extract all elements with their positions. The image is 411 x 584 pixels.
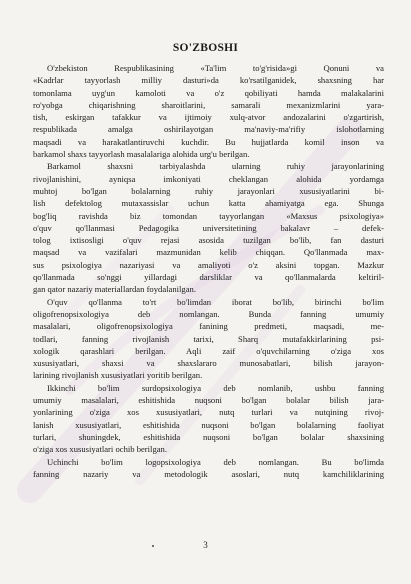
text-line: O'quv qo'llanma to'rt bo'limdan iborat bo'lib, birinchi bo'lim [47, 296, 384, 307]
text-line: gan qator nazariy materiallardan foydalanilgan. [33, 284, 196, 295]
text-line: Ikkinchi bo'lim surdopsixologiya deb nomlanib, ushbu fanning [47, 382, 384, 393]
text-line: tomonlama uyg'un kamoloti va o'z qobiliyati hamda malakalarini [33, 87, 384, 98]
text-line: turlari, shuningdek, eshitishida nuqsoni bo'lgan bolalar shaxsining [33, 431, 384, 442]
text-line: oligofrenopsixologiya deb nomlangan. Bunda fanning umumiy [33, 308, 384, 319]
text-line: O'zbekiston Respublikasining «Ta'lim to'g'risida»gi Qonuni va [47, 63, 384, 73]
text-line: lanish xususiyatlari, eshitishida nuqsoni bo'lgan bolalarning faoliyat [33, 419, 384, 430]
text-line: Barkamol shaxsni tarbiyalashda ularning ruhiy jarayonlarining [47, 161, 384, 172]
text-line: Uchinchi bo'lim logopsixologiya deb nomlangan. Bu bo'limda [47, 456, 384, 467]
text-line: larining rivojlanish xususiyatlari yoritib berilgan. [33, 370, 203, 381]
text-line: masalalari, oligofrenopsixologiya fanining predmeti, maqsadi, me- [33, 321, 384, 332]
text-line: o'quv qo'llanmasi Pedagogika universitetining bakalavr – defek- [33, 222, 384, 233]
text-line: bog'liq ravishda biz tomondan tayyorlangan «Maxsus psixologiya» [33, 210, 384, 221]
text-line: tish, eskirgan tafakkur va ijtimoiy xulq-atvor andozalarini o'zgartirish, [33, 112, 384, 123]
text-line: xususiyatlari, shaxsi va shaxslararo munosabatlari, bilish jarayon- [33, 358, 384, 369]
document-title: SO'ZBOSHI [172, 42, 239, 54]
text-line: rivojlanishini, ayniqsa imkoniyati cheklangan alohida yordamga [33, 173, 384, 184]
text-line: respublikada amalga oshirilayotgan ma'naviy-ma'rifiy islohotlarning [33, 124, 384, 135]
text-line: maqsadi va harakatlantiruvchi kuchdir. Bu hujjatlarda komil inson va [33, 136, 384, 147]
text-line: yonlarining o'ziga xos xususiyatlari, nutq turlari va nutqining rivoj- [33, 407, 384, 418]
text-line: xologik qarashlari berilgan. Aqli zaif o'quvchilarning o'ziga xos [33, 345, 384, 356]
text-line: «Kadrlar tayyorlash milliy dasturi»da ko'rsatilganidek, shaxsning har [33, 75, 384, 86]
text-line: fanning nazariy va metodologik asoslari, nutq kamchiliklarining [33, 468, 384, 479]
text-line: todlari, fanning rivojlanish tarixi, Sharq mutafakkirlarining psi- [33, 333, 384, 344]
text-line: lish defektolog mutaxassislar uchun katta ahamiyatga ega. Shunga [33, 198, 384, 209]
text-line: barkamol shaxs tayyorlash masalalariga alohida urg'u berilgan. [33, 149, 250, 160]
text-line: o'ziga xos xususiyatlari ochib berilgan. [33, 444, 168, 455]
text-line: ro'yobga chiqarishning sharoitlarini, samarali mexanizmlarini yara- [33, 99, 384, 110]
document-body [33, 62, 384, 480]
text-line: sus psixologiya nazariyasi va amaliyoti o'z aksini topgan. Mazkur [33, 259, 384, 270]
page-number: 3 [203, 540, 208, 550]
text-line: muhtoj bo'lgan bolalarning ruhiy jarayonlari xususiyatlarini bi- [33, 185, 384, 196]
text-line: maqsad va vazifalari mazmunidan kelib chiqqan. Qo'llanmada max- [33, 247, 384, 258]
text-line: tolog ixtisosligi o'quv rejasi asosida tuzilgan bo'lib, fan dasturi [33, 235, 384, 246]
text-line: umumiy masalalari, eshitishida nuqsoni bo'lgan bolalar bilish jara- [33, 395, 384, 406]
text-line: qo'llanmada so'nggi yillardagi darsliklar va qo'llanmalarda keltiril- [33, 272, 384, 283]
